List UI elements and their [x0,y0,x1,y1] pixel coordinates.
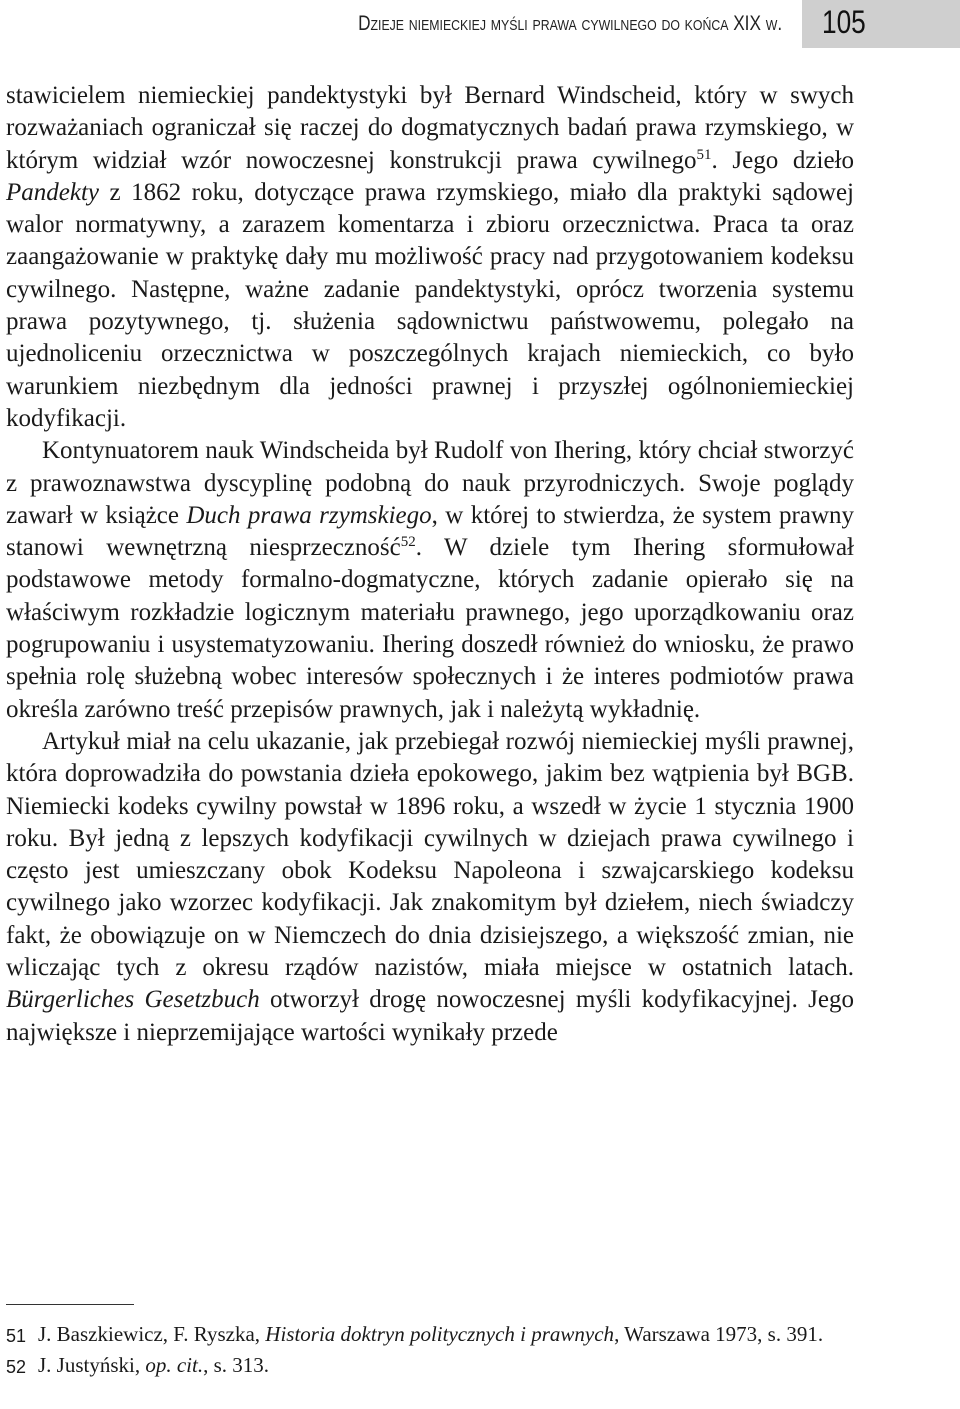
footnote-number: 51 [6,1326,27,1346]
text-run: , Warszawa 1973, s. 391. [614,1322,824,1346]
text-run: . W dziele tym Ihering sformułował podstawowe metody formalno-dogmatyczne, których zadanie opierało się na właściwym rozkładzie logicznym materiału prawnego, jego uporządkowaniu oraz pogrupowaniu i usystematyzowaniu. Ihering doszedł również do wniosku, że prawo spełnia rolę służebną wobec interesów społecznych i że interes podmiotów prawa określa zarówno treść przepisów prawnych, jak i należytą wykładnię. [6,534,855,723]
text-run: . Jego dzieło [711,146,854,174]
text-run: z 1862 roku, dotyczące prawa rzymskiego, miało dla praktyki sądowej walor normatywny, a zarazem komentarza i zbioru orzecznictwa. Praca ta oraz zaangażowanie w praktykę dały mu możliwość pracy nad przygotowaniem kodeksu cywilnego. Następne, ważne zadanie pandektystyki, oprócz tworzenia systemu prawa pozytywnego, tj. służenia sądownictwu państwowemu, polegało na ujednoliceniu orzecznictwa w poszczególnych krajach niemieckich, co było warunkiem niezbędnym dla jedności prawnej i przyszłej ogólnoniemieckiej kodyfikacji. [6,178,854,432]
footnotes [6,1320,858,1382]
text-run: J. Justyński, [38,1353,146,1377]
footnote-text [38,1351,858,1379]
italic-title: Historia doktryn politycznych i prawnych [265,1322,615,1346]
body-text [6,80,854,1049]
text-run: stawicielem niemieckiej pandektystyki był Bernard Windscheid, który w swych rozważaniach ograniczał się raczej do dogmatycznych badań prawa rzymskiego, w którym widział wzór nowoczesnej konstrukcji prawa cywilnego [6,82,854,174]
text-run: , s. 313. [203,1353,270,1377]
text-run: Kontynuatorem nauk Windscheida był Rudolf von Ihering, który chciał stworzyć z prawoznawstwa dyscyplinę podobną do nauk przyrodniczych. Swoje poglądy zawarł w książce [6,437,854,529]
text-run: , w której to stwierdza, że system prawny stanowi wewnętrzną niesprzeczność [6,501,855,562]
paragraph [6,435,854,726]
footnote-ref: 51 [696,146,712,163]
footnote [6,1351,858,1381]
footnote-divider [6,1304,134,1305]
text-run: otworzył drogę nowoczesnej myśli kodyfikacyjnej. Jego największe i nieprzemijające wartości wynikały przede [6,986,854,1046]
page-number-box [802,0,960,48]
page-header [0,0,960,52]
footnote-ref: 52 [400,534,416,551]
italic-title: Pandekty [6,178,100,206]
footnote-text [38,1320,858,1348]
paragraph [6,726,854,1049]
paragraph [6,80,854,435]
page-number: 105 [822,4,866,40]
text-run: Artykuł miał na celu ukazanie, jak przebiegał rozwój niemieckiej myśli prawnej, która doprowadziła do powstania dzieła epokowego, jakim bez wątpienia był BGB. Niemiecki kodeks cywilny powstał w 1896 roku, a wszedł w życie 1 stycznia 1900 roku. Był jedną z lepszych kodyfikacji cywilnych w dziejach prawa cywilnego i często jest umieszczany obok Kodeksu Napoleona i szwajcarskiego kodeksu cywilnego jako wzorzec kodyfikacji. Jak znakomitym był dziełem, niech świadczy fakt, że obowiązuje on w Niemczech do dnia dzisiejszego, a większość zmian, nie wliczając tych z okresu rządów nazistów, miała miejsce w ostatnich latach. [6,727,854,982]
footnote [6,1320,858,1350]
running-title: Dzieje niemieckiej myśli prawa cywilnego do końca XIX w. [357,12,782,35]
italic-title: Duch prawa rzymskiego [186,501,432,529]
italic-title: Bürgerliches Gesetzbuch [6,986,260,1014]
footnote-number: 52 [6,1357,27,1377]
italic-title: op. cit. [145,1353,204,1377]
text-run: J. Baszkiewicz, F. Ryszka, [38,1322,266,1346]
